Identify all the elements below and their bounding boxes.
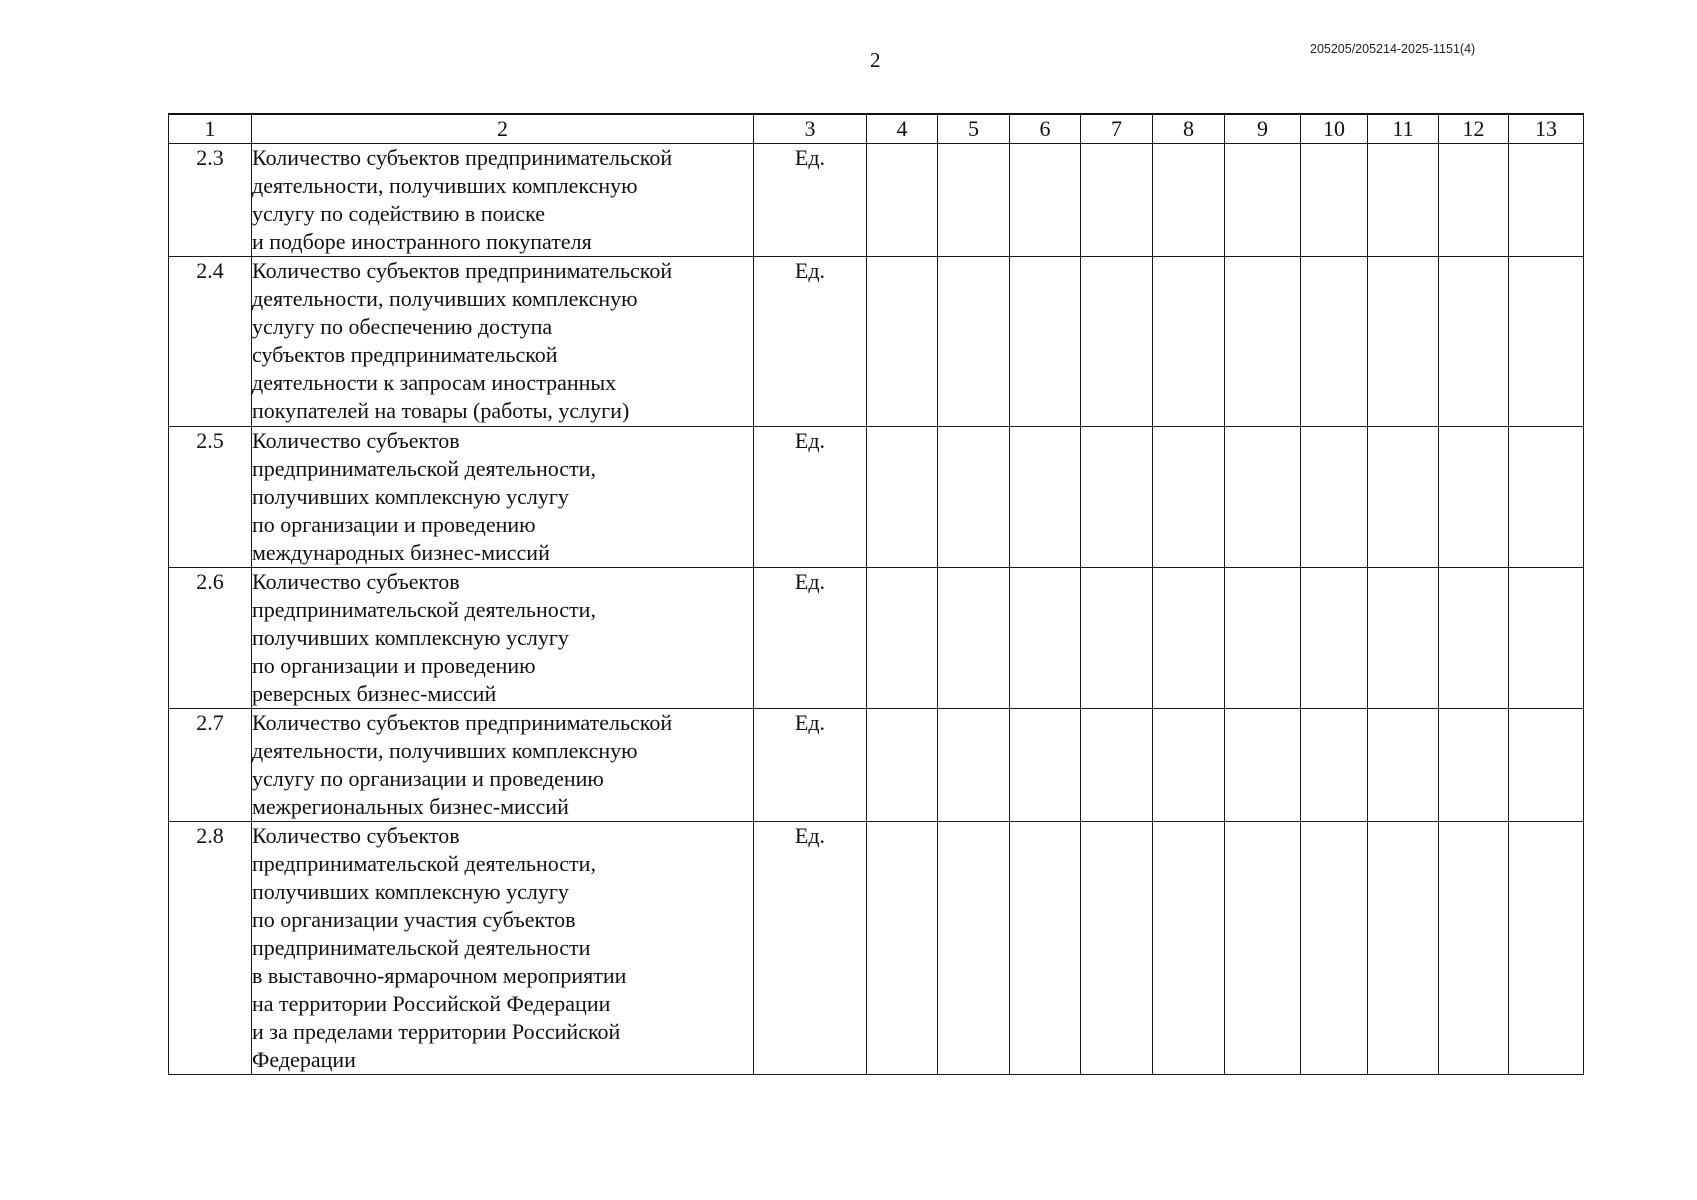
value-cell-col-10: [1301, 144, 1368, 257]
page-number: 2: [870, 48, 881, 72]
value-cell-col-11: [1368, 257, 1439, 427]
indicator-name-line: услугу по организации и проведению: [252, 766, 604, 791]
value-cell-col-6: [1010, 709, 1081, 822]
value-cell-col-7: [1081, 144, 1153, 257]
value-cell-col-6: [1010, 822, 1081, 1075]
value-cell-col-7: [1081, 709, 1153, 822]
value-cell-col-6: [1010, 144, 1081, 257]
value-cell-col-10: [1301, 427, 1368, 568]
indicator-name-line: деятельности, получивших комплексную: [252, 173, 638, 198]
value-cell-col-6: [1010, 568, 1081, 709]
indicator-name-line: на территории Российской Федерации: [252, 991, 611, 1016]
indicator-name: [252, 144, 754, 257]
row-number: 2.3: [169, 144, 252, 257]
indicator-name-line: по организации и проведению: [252, 653, 536, 678]
value-cell-col-4: [867, 144, 938, 257]
indicator-name: [252, 709, 754, 822]
value-cell-col-9: [1225, 568, 1301, 709]
value-cell-col-12: [1439, 822, 1509, 1075]
indicator-name-line: деятельности, получивших комплексную: [252, 286, 638, 311]
indicator-name-line: по организации участия субъектов: [252, 907, 576, 932]
value-cell-col-8: [1153, 144, 1225, 257]
indicator-name: [252, 568, 754, 709]
indicator-name: [252, 427, 754, 568]
row-number: 2.8: [169, 822, 252, 1075]
indicator-name-line: по организации и проведению: [252, 512, 536, 537]
table-row: [169, 144, 1584, 257]
unit-cell: Ед.: [754, 427, 867, 568]
value-cell-col-11: [1368, 568, 1439, 709]
indicator-name-line: предпринимательской деятельности,: [252, 851, 596, 876]
indicator-name-line: услугу по обеспечению доступа: [252, 314, 553, 339]
value-cell-col-5: [938, 257, 1010, 427]
value-cell-col-10: [1301, 568, 1368, 709]
value-cell-col-4: [867, 257, 938, 427]
value-cell-col-7: [1081, 568, 1153, 709]
value-cell-col-8: [1153, 822, 1225, 1075]
value-cell-col-12: [1439, 709, 1509, 822]
value-cell-col-13: [1509, 427, 1584, 568]
column-header: 12: [1439, 114, 1509, 144]
value-cell-col-9: [1225, 257, 1301, 427]
value-cell-col-9: [1225, 709, 1301, 822]
value-cell-col-4: [867, 822, 938, 1075]
value-cell-col-4: [867, 709, 938, 822]
unit-cell: Ед.: [754, 709, 867, 822]
indicator-name-line: Количество субъектов: [252, 823, 460, 848]
indicator-name-line: деятельности к запросам иностранных: [252, 370, 617, 395]
value-cell-col-12: [1439, 257, 1509, 427]
indicator-name-line: предпринимательской деятельности,: [252, 597, 596, 622]
indicator-table: [168, 113, 1584, 1075]
table-row: [169, 427, 1584, 568]
column-header: 9: [1225, 114, 1301, 144]
value-cell-col-5: [938, 568, 1010, 709]
column-header: 7: [1081, 114, 1153, 144]
indicator-name-line: деятельности, получивших комплексную: [252, 738, 638, 763]
indicator-name-line: Количество субъектов предпринимательской: [252, 258, 673, 283]
column-header: 6: [1010, 114, 1081, 144]
table-row: [169, 709, 1584, 822]
value-cell-col-12: [1439, 144, 1509, 257]
value-cell-col-11: [1368, 822, 1439, 1075]
value-cell-col-4: [867, 427, 938, 568]
document-code: 205205/205214-2025-1151(4): [1310, 42, 1476, 56]
value-cell-col-10: [1301, 822, 1368, 1075]
table-row: [169, 822, 1584, 1075]
indicator-name: [252, 257, 754, 427]
indicator-name-line: Количество субъектов: [252, 428, 460, 453]
value-cell-col-7: [1081, 427, 1153, 568]
column-header: 8: [1153, 114, 1225, 144]
value-cell-col-11: [1368, 709, 1439, 822]
value-cell-col-13: [1509, 257, 1584, 427]
header-row: [169, 114, 1584, 144]
indicator-name-line: межрегиональных бизнес-миссий: [252, 794, 569, 819]
value-cell-col-12: [1439, 427, 1509, 568]
value-cell-col-7: [1081, 257, 1153, 427]
indicator-name-line: получивших комплексную услугу: [252, 484, 569, 509]
unit-cell: Ед.: [754, 144, 867, 257]
value-cell-col-5: [938, 144, 1010, 257]
column-header: 1: [169, 114, 252, 144]
column-header: 10: [1301, 114, 1368, 144]
value-cell-col-5: [938, 427, 1010, 568]
value-cell-col-9: [1225, 822, 1301, 1075]
column-header: 4: [867, 114, 938, 144]
value-cell-col-6: [1010, 427, 1081, 568]
indicator-name-line: предпринимательской деятельности: [252, 935, 591, 960]
value-cell-col-9: [1225, 427, 1301, 568]
value-cell-col-13: [1509, 568, 1584, 709]
value-cell-col-5: [938, 822, 1010, 1075]
row-number: 2.5: [169, 427, 252, 568]
value-cell-col-4: [867, 568, 938, 709]
indicator-name-line: предпринимательской деятельности,: [252, 456, 596, 481]
indicator-name-line: получивших комплексную услугу: [252, 625, 569, 650]
indicator-name-line: услугу по содействию в поиске: [252, 201, 545, 226]
value-cell-col-13: [1509, 822, 1584, 1075]
unit-cell: Ед.: [754, 568, 867, 709]
column-header: 5: [938, 114, 1010, 144]
column-header: 3: [754, 114, 867, 144]
indicator-name-line: реверсных бизнес-миссий: [252, 681, 497, 706]
column-header: 2: [252, 114, 754, 144]
value-cell-col-10: [1301, 257, 1368, 427]
indicator-name-line: Количество субъектов предпринимательской: [252, 145, 673, 170]
value-cell-col-6: [1010, 257, 1081, 427]
value-cell-col-11: [1368, 144, 1439, 257]
value-cell-col-8: [1153, 709, 1225, 822]
value-cell-col-13: [1509, 144, 1584, 257]
row-number: 2.6: [169, 568, 252, 709]
indicator-name-line: Федерации: [252, 1047, 356, 1072]
indicator-name-line: субъектов предпринимательской: [252, 342, 558, 367]
value-cell-col-12: [1439, 568, 1509, 709]
value-cell-col-7: [1081, 822, 1153, 1075]
value-cell-col-8: [1153, 427, 1225, 568]
indicator-name-line: и за пределами территории Российской: [252, 1019, 621, 1044]
indicator-name-line: Количество субъектов: [252, 569, 460, 594]
value-cell-col-8: [1153, 568, 1225, 709]
row-number: 2.7: [169, 709, 252, 822]
table-row: [169, 568, 1584, 709]
value-cell-col-9: [1225, 144, 1301, 257]
value-cell-col-11: [1368, 427, 1439, 568]
column-header: 13: [1509, 114, 1584, 144]
indicator-name-line: покупателей на товары (работы, услуги): [252, 398, 630, 423]
unit-cell: Ед.: [754, 822, 867, 1075]
indicator-name-line: в выставочно-ярмарочном мероприятии: [252, 963, 627, 988]
table-row: [169, 257, 1584, 427]
indicator-name-line: получивших комплексную услугу: [252, 879, 569, 904]
unit-cell: Ед.: [754, 257, 867, 427]
indicator-name: [252, 822, 754, 1075]
value-cell-col-13: [1509, 709, 1584, 822]
indicator-name-line: и подборе иностранного покупателя: [252, 229, 592, 254]
row-number: 2.4: [169, 257, 252, 427]
value-cell-col-8: [1153, 257, 1225, 427]
value-cell-col-5: [938, 709, 1010, 822]
indicator-name-line: международных бизнес-миссий: [252, 540, 550, 565]
column-header: 11: [1368, 114, 1439, 144]
value-cell-col-10: [1301, 709, 1368, 822]
indicator-name-line: Количество субъектов предпринимательской: [252, 710, 673, 735]
